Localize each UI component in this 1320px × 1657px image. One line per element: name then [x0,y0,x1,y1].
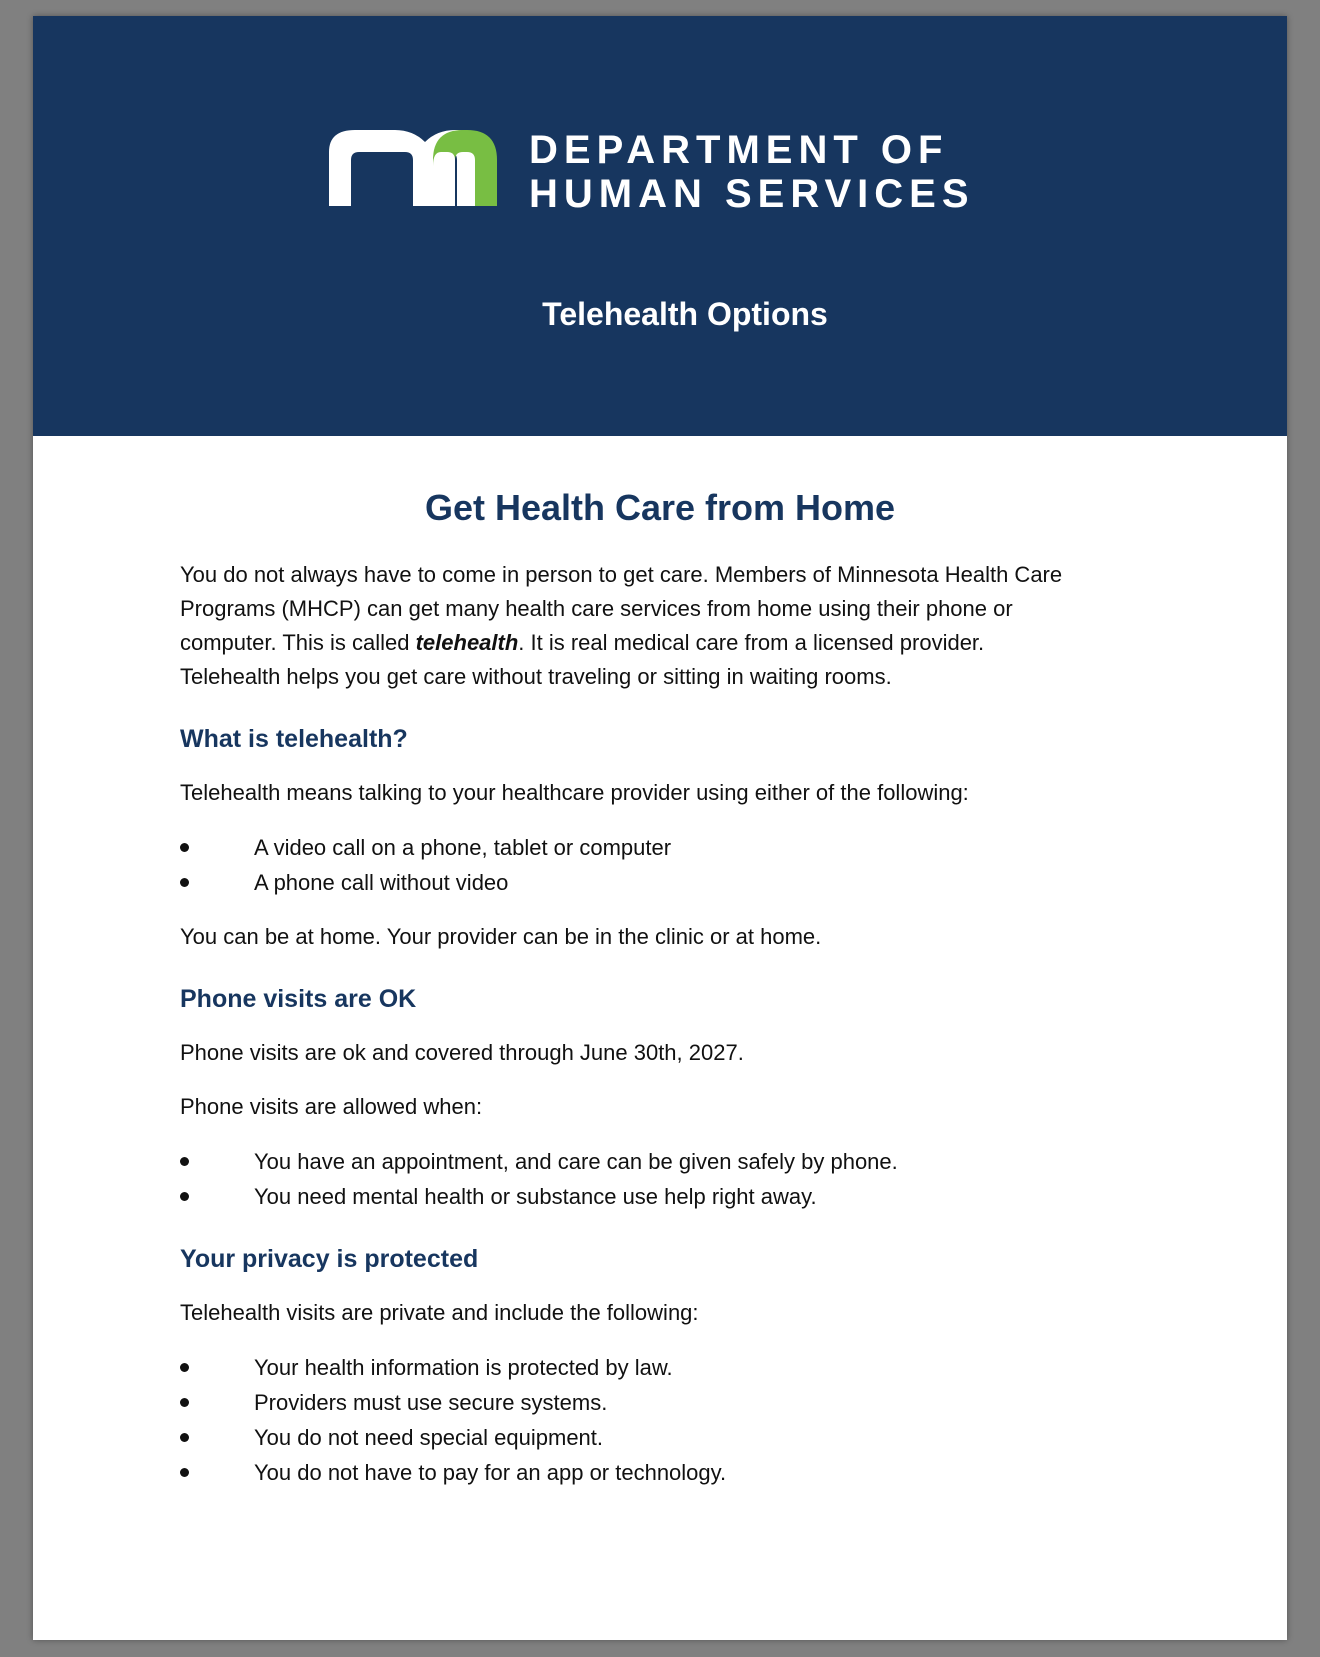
section-lead: Telehealth means talking to your healthcare provider using either of the following: [180,780,969,805]
bullet-icon [180,878,189,887]
intro-text-after: . It is real medical care from a licensed provider. Telehealth helps you get care without traveling or sitting in waiting rooms. [180,630,985,689]
bullet-icon [180,1468,189,1477]
list-item: Providers must use secure systems. [180,1385,1080,1420]
list-item: A phone call without video [180,865,1080,900]
section-lead-2: Phone visits are allowed when: [180,1094,483,1119]
header-banner [33,16,1287,436]
document-page [33,16,1287,1640]
section-heading-privacy: Your privacy is protected [180,1245,479,1273]
bullet-list [180,1350,1080,1490]
mn-logo-icon [329,126,499,206]
section-lead: Phone visits are ok and covered through June 30th, 2027. [180,1040,744,1065]
bullet-icon [180,1363,189,1372]
intro-text-before: You do not always have to come in person to get care. Members of Minnesota Health Care Programs (MHCP) can get many health care services from home using their phone or computer. This is called [180,562,1063,655]
bullet-icon [180,1398,189,1407]
logo-line-2: HUMAN SERVICES [529,172,975,216]
logo-line-1: DEPARTMENT OF [529,128,949,172]
document-content [180,486,1080,1510]
section-note: You can be at home. Your provider can be in the clinic or at home. [180,924,822,949]
bullet-icon [180,843,189,852]
logo-wordmark [529,128,975,216]
bullet-icon [180,1157,189,1166]
intro-emphasis: telehealth [415,630,519,655]
bullet-list [180,1144,1080,1214]
list-item: You do not have to pay for an app or technology. [180,1455,1080,1490]
list-item: Your health information is protected by law. [180,1350,1080,1385]
list-item: You need mental health or substance use help right away. [180,1179,1080,1214]
list-item: A video call on a phone, tablet or computer [180,830,1080,865]
page-title: Get Health Care from Home [424,487,896,528]
list-item: You do not need special equipment. [180,1420,1080,1455]
bullet-icon [180,1433,189,1442]
dhs-logo [329,126,975,232]
intro-paragraph [180,558,1080,694]
bullet-list [180,830,1080,900]
section-heading-phone-visits: Phone visits are OK [180,985,417,1013]
banner-title: Telehealth Options [542,296,828,332]
bullet-icon [180,1192,189,1201]
list-item: You have an appointment, and care can be given safely by phone. [180,1144,1080,1179]
section-heading-what-is-telehealth: What is telehealth? [180,725,408,753]
section-lead: Telehealth visits are private and include the following: [180,1300,699,1325]
